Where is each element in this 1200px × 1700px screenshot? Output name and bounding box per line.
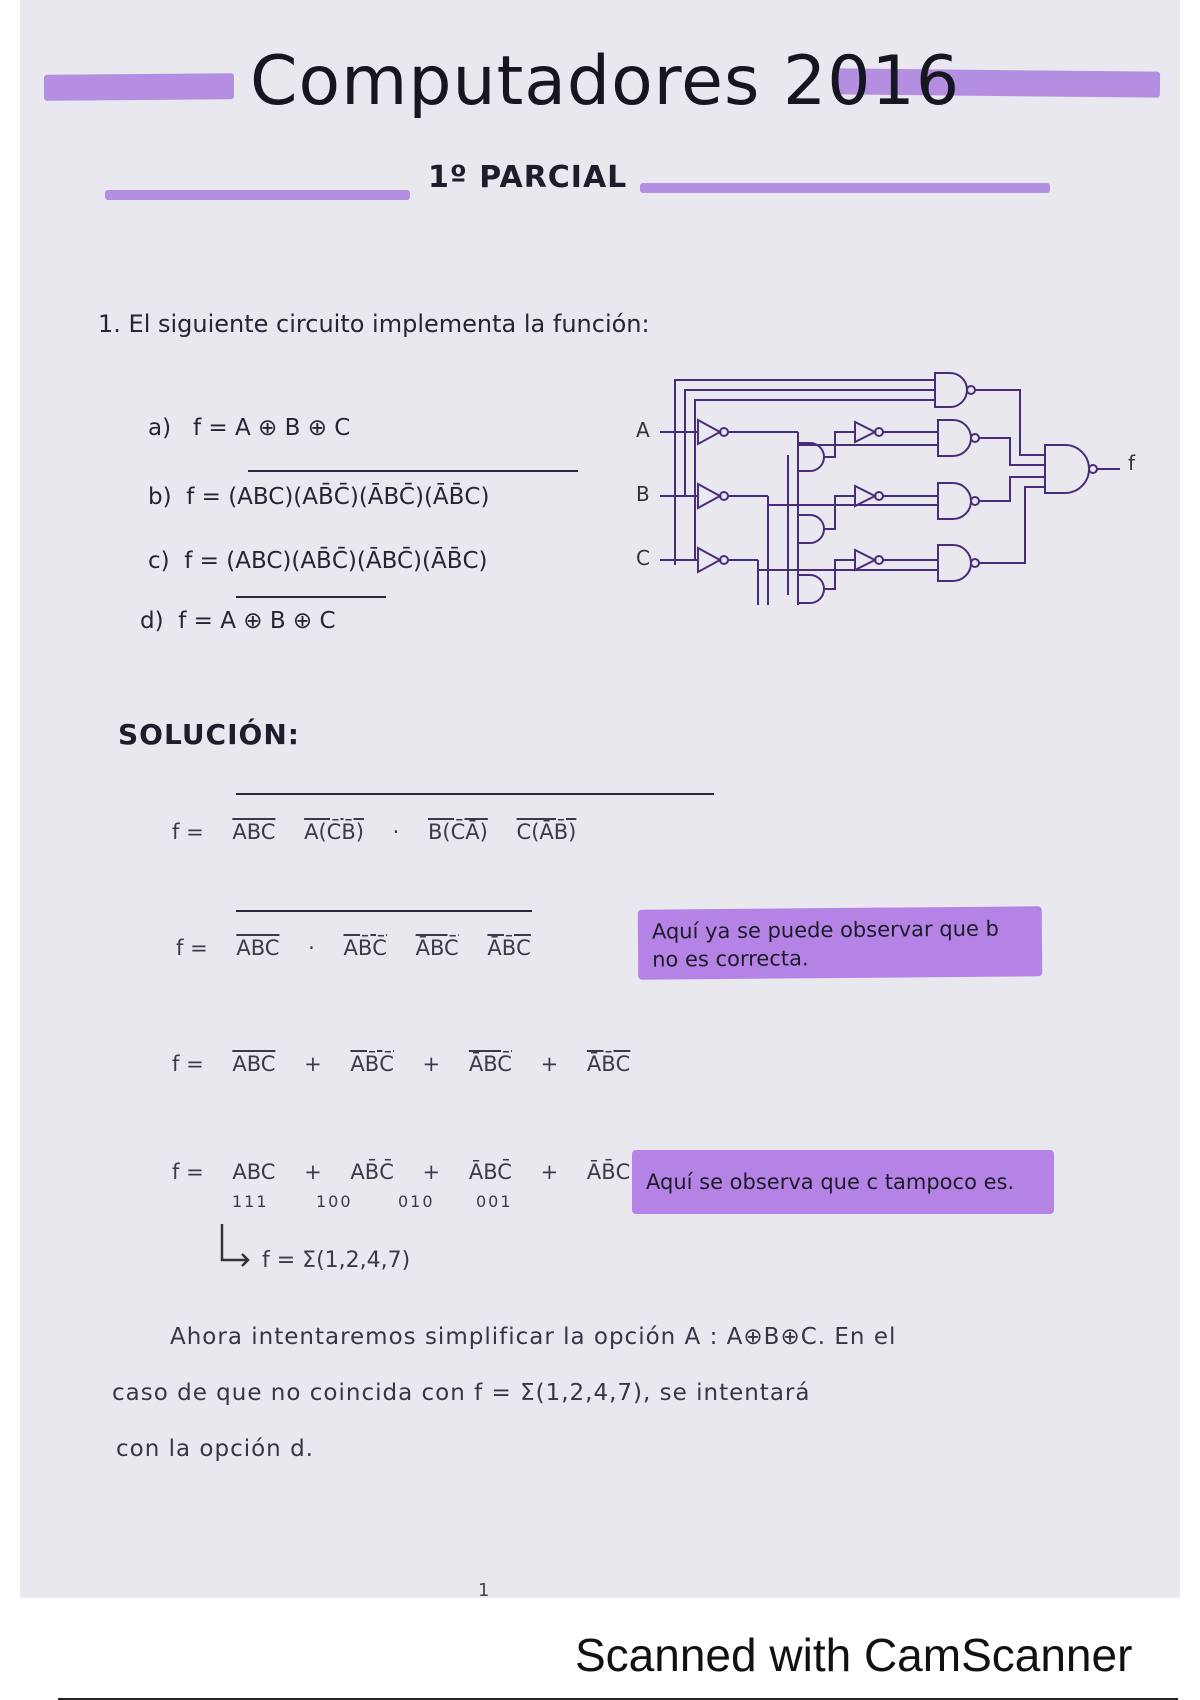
- and-gate-2: [798, 443, 824, 471]
- line4-term-2: AB̄C̄: [350, 1160, 394, 1184]
- line1-term-1: $\overline{ABC}$: [232, 820, 276, 844]
- line4-term-4: ĀB̄C: [586, 1160, 631, 1184]
- scanned-page: [20, 0, 1180, 1598]
- line2-term-3: ĀBC̄: [415, 936, 459, 960]
- note-option-c-incorrect: Aquí se observa que c tampoco es.: [632, 1150, 1054, 1214]
- line4-op-3: +: [540, 1160, 559, 1184]
- page-title: Computadores 2016: [250, 42, 961, 121]
- circuit-input-c: C: [636, 546, 650, 570]
- subtitle-highlight-right: [640, 183, 1050, 193]
- minterm-bits-1: 111: [232, 1192, 269, 1211]
- not-gate-a: [698, 420, 720, 444]
- circuit-input-b: B: [636, 482, 650, 506]
- solution-line-1: [172, 820, 598, 844]
- option-b-expr: f = (ABC)(AB̄C̄)(ĀBC̄)(ĀB̄C): [186, 484, 490, 510]
- line3-term-1: $\overline{ABC}$: [232, 1052, 276, 1076]
- paragraph-line-1: Ahora intentaremos simplificar la opción A : A⊕B⊕C. En el: [170, 1324, 897, 1350]
- title-highlight-left: [44, 73, 234, 101]
- line2-term-4: ĀB̄C: [487, 936, 531, 960]
- not-gate-c: [698, 548, 720, 572]
- page-number: 1: [478, 1580, 490, 1601]
- line1-term-3: B(C̄Ā): [428, 820, 488, 844]
- line4-op-1: +: [304, 1160, 322, 1184]
- line3-term-4: ĀB̄C: [586, 1052, 631, 1076]
- minterm-bits-2: 100: [316, 1192, 353, 1211]
- scanner-watermark: Scanned with CamScanner: [575, 1629, 1133, 1681]
- paragraph-line-2: caso de que no coincida con f = Σ(1,2,4,7), se intentará: [112, 1380, 811, 1406]
- not-gate-3: [855, 486, 875, 506]
- line3-op-1: +: [304, 1052, 322, 1076]
- arrow-icon: [218, 1222, 258, 1272]
- note-option-b-incorrect: Aquí ya se puede observar que b no es correcta.: [638, 906, 1043, 980]
- line1-prefix: f =: [172, 820, 204, 844]
- and-gate-1: [935, 373, 967, 407]
- solution-line-3: [172, 1052, 652, 1076]
- line2-term-1: $\overline{ABC}$: [236, 936, 280, 960]
- line4-op-2: +: [422, 1160, 441, 1184]
- logic-circuit-diagram: [620, 365, 1140, 645]
- solution-line-2: [176, 936, 553, 960]
- solution-heading: SOLUCIÓN:: [118, 718, 300, 751]
- option-b: [148, 484, 489, 510]
- option-d-expr: f = A ⊕ B ⊕ C: [178, 608, 336, 634]
- and-gate-4: [798, 575, 824, 603]
- line3-op-2: +: [422, 1052, 441, 1076]
- line2-overbar: [236, 910, 532, 912]
- line3-term-2: AB̄C̄: [350, 1052, 394, 1076]
- minterm-sum: f = Σ(1,2,4,7): [262, 1248, 411, 1273]
- option-c: [148, 548, 488, 574]
- question-text: 1. El siguiente circuito implementa la función:: [98, 310, 650, 338]
- and-gate-7: [938, 545, 971, 581]
- line4-prefix: f =: [172, 1160, 204, 1184]
- line4-term-1: ABC: [232, 1160, 276, 1184]
- solution-line-4: [172, 1160, 652, 1184]
- option-c-label: c): [148, 548, 170, 574]
- option-b-overbar: [248, 470, 578, 472]
- and-gate-5: [938, 420, 971, 456]
- line3-term-3: ĀBC̄: [468, 1052, 512, 1076]
- minterm-bits-3: 010: [398, 1192, 435, 1211]
- minterm-bits-4: 001: [476, 1192, 513, 1211]
- page-subtitle: 1º PARCIAL: [428, 160, 628, 195]
- line3-prefix: f =: [172, 1052, 204, 1076]
- line3-op-3: +: [540, 1052, 559, 1076]
- line2-prefix: f =: [176, 936, 208, 960]
- nand-gate-output: [1045, 445, 1089, 493]
- circuit-output-f: f: [1128, 451, 1136, 475]
- line1-term-2: A(C̄B̄): [304, 820, 364, 844]
- subtitle-highlight-left: [105, 190, 410, 200]
- line1-term-4: C(ĀB̄): [516, 820, 577, 844]
- paragraph-line-3: con la opción d.: [116, 1436, 314, 1462]
- and-gate-3: [798, 515, 824, 543]
- not-gate-2: [855, 422, 875, 442]
- line2-term-2: AB̄C̄: [343, 936, 387, 960]
- option-b-label: b): [148, 484, 172, 510]
- not-gate-b: [698, 484, 720, 508]
- option-a-label: a): [148, 415, 172, 441]
- circuit-input-a: A: [636, 418, 650, 442]
- option-c-expr: f = (ABC)(AB̄C̄)(ĀBC̄)(ĀB̄C): [184, 548, 488, 574]
- option-d: [140, 608, 336, 634]
- not-gate-4: [855, 550, 875, 570]
- option-a-expr: f = A ⊕ B ⊕ C: [193, 415, 351, 441]
- line4-term-3: ĀBC̄: [468, 1160, 512, 1184]
- option-a: [148, 415, 350, 441]
- line1-overbar: [236, 793, 714, 795]
- option-d-label: d): [140, 608, 164, 634]
- option-d-overbar: [236, 596, 386, 598]
- line1-op-1: ·: [392, 820, 400, 844]
- line2-op-1: ·: [308, 936, 315, 960]
- and-gate-6: [938, 483, 971, 519]
